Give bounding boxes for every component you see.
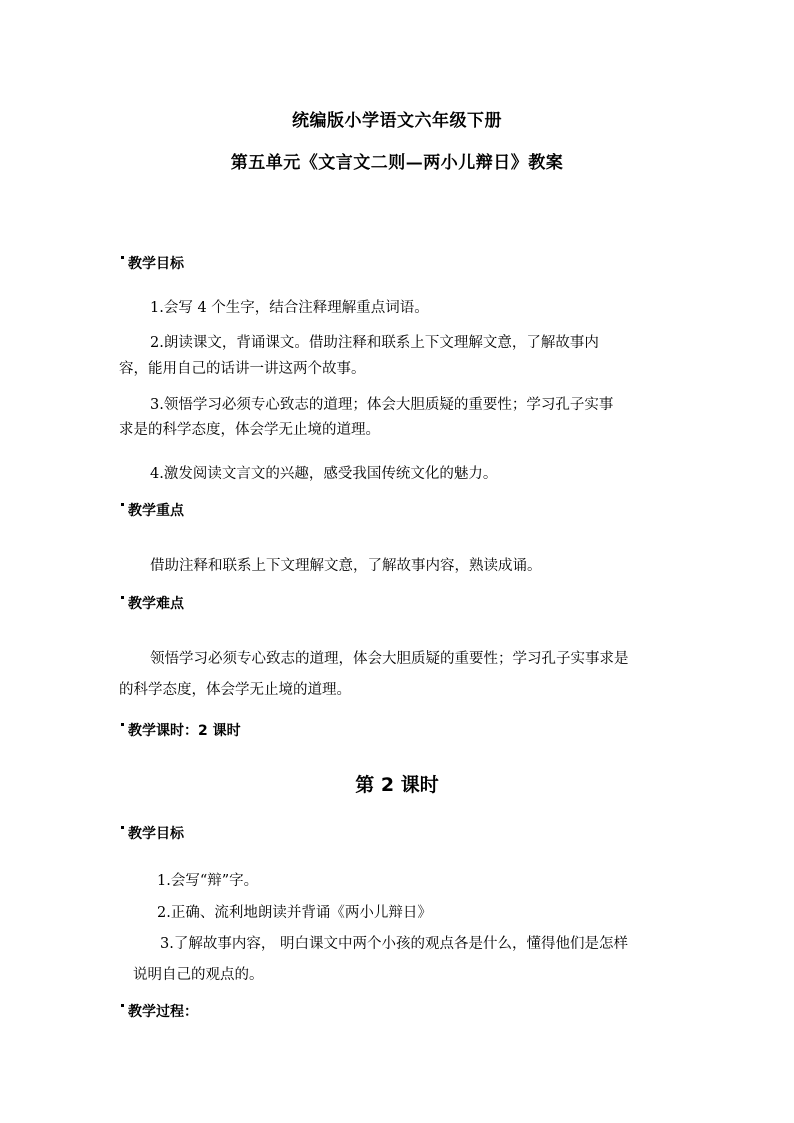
objective-item-4: 4.激发阅读文言文的兴趣，感受我国传统文化的魅力。: [150, 466, 498, 482]
document-title-line1: 统编版小学语文六年级下册: [292, 111, 502, 131]
objective-item-2-line2: 容，能用自己的话讲一讲这两个故事。: [119, 361, 366, 377]
section-heading-key-points: [121, 500, 184, 520]
bullet-icon: [121, 1004, 124, 1007]
bullet-icon: [121, 503, 124, 506]
key-points-text: 借助注释和联系上下文理解文意，了解故事内容，熟读成诵。: [150, 558, 542, 574]
section-heading-text: 教学过程：: [128, 1004, 198, 1020]
section-heading-objectives: [121, 253, 184, 273]
bullet-icon: [121, 826, 124, 829]
lesson-title: 第 2 课时: [355, 774, 439, 796]
bullet-icon: [121, 596, 124, 599]
objective-item-1: 1.会写 4 个生字，结合注释理解重点词语。: [150, 300, 429, 316]
lesson-goal-3-line2: 说明自己的观点的。: [133, 967, 264, 983]
objective-item-3-line2: 求是的科学态度，体会学无止境的道理。: [119, 422, 380, 438]
objective-item-2-line1: 2.朗读课文，背诵课文。借助注释和联系上下文理解文意，了解故事内: [150, 335, 599, 351]
bullet-icon: [121, 723, 124, 726]
section-heading-difficulties: [121, 593, 184, 613]
difficulties-line2: 的科学态度，体会学无止境的道理。: [119, 682, 351, 698]
section-heading-text: 教学重点: [128, 503, 184, 519]
section-heading-text: 教学难点: [128, 596, 184, 612]
bullet-icon: [121, 256, 124, 259]
lesson-goal-3-line1: 3.了解故事内容， 明白课文中两个小孩的观点各是什么，懂得他们是怎样: [160, 936, 628, 952]
section-heading-class-hours: [121, 720, 241, 740]
section-heading-text: 教学课时：2 课时: [128, 723, 241, 739]
difficulties-line1: 领悟学习必须专心致志的道理，体会大胆质疑的重要性；学习孔子实事求是: [150, 651, 629, 667]
section-heading-text: 教学目标: [128, 826, 184, 842]
section-heading-text: 教学目标: [128, 256, 184, 272]
section-heading-process: [121, 1001, 198, 1021]
document-title-line2: 第五单元《文言文二则—两小儿辩日》教案: [230, 153, 564, 173]
objective-item-3-line1: 3.领悟学习必须专心致志的道理；体会大胆质疑的重要性；学习孔子实事: [150, 397, 614, 413]
lesson-goal-2: 2.正确、流利地朗读并背诵《两小儿辩日》: [157, 905, 432, 921]
lesson-heading-objectives: [121, 823, 184, 843]
lesson-goal-1: 1.会写“辩”字。: [157, 873, 259, 889]
